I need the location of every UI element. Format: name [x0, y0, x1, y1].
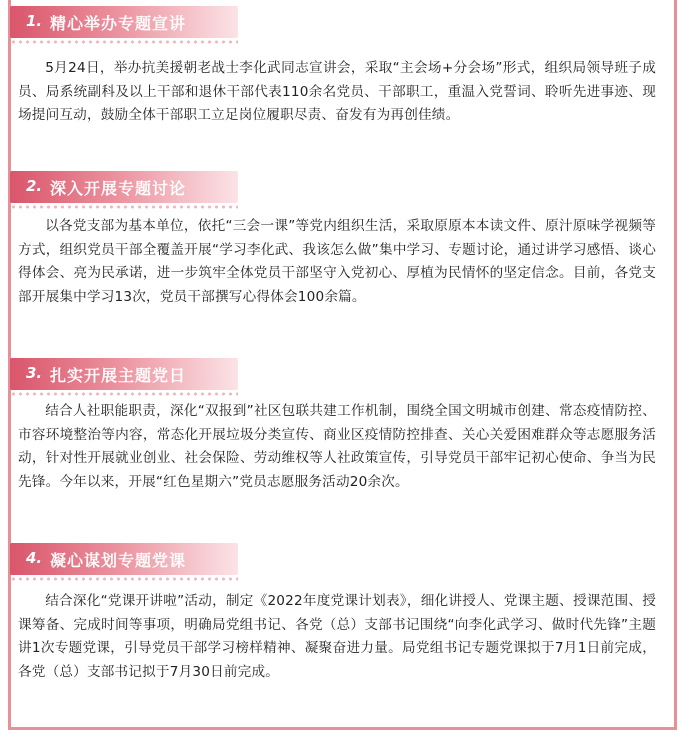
section-heading [10, 543, 238, 575]
section-title: 精心举办专题宣讲 [50, 14, 187, 33]
section-title: 深入开展专题讨论 [50, 179, 187, 198]
section-body: 以各党支部为基本单位，依托“三会一课”等党内组织生活，采取原原本本读文件、原汁原味学视频等方式，组织党员干部全覆盖开展“学习李化武、我该怎么做”集中学习、专题讨论，通过讲学习感悟、谈心得体会、亮为民承诺，进一步筑牢全体党员干部坚守入党初心、厚植为民情怀的坚定信念。目前，各党支部开展集中学习13次，党员干部撰写心得体会100余篇。 [18, 218, 656, 305]
heading-dots-decoration [10, 204, 238, 210]
section-body: 5月24日，举办抗美援朝老战士李化武同志宣讲会，采取“主会场+分会场”形式，组织局领导班子成员、局系统副科及以上干部和退休干部代表110余名党员、干部职工，重温入党誓词、聆听先进事迹、现场提问互动，鼓励全体干部职工立足岗位履职尽责、奋发有为再创佳绩。 [18, 60, 656, 124]
heading-dots-decoration [10, 391, 238, 397]
section-number: 4. [26, 549, 43, 567]
section-body: 结合人社职能职责，深化“双报到”社区包联共建工作机制，围绕全国文明城市创建、常态疫情防控、市容环境整治等内容，常态化开展垃圾分类宣传、商业区疫情防控排查、关心关爱困难群众等志愿服务活动，针对性开展就业创业、社会保险、劳动维权等人社政策宣传，引导党员干部牢记初心使命、争当为民先锋。今年以来，开展“红色星期六”党员志愿服务活动20余次。 [18, 403, 656, 490]
section-body: 结合深化“党课开讲啦”活动，制定《2022年度党课计划表》，细化讲授人、党课主题、授课范围、授课筹备、完成时间等事项，明确局党组书记、各党（总）支部书记围绕“向李化武学习、做时代先锋”主题讲1次专题党课，引导党员干部学习榜样精神、凝聚奋进力量。局党组书记专题党课拟于7月1日前完成，各党（总）支部书记拟于7月30日前完成。 [18, 593, 656, 680]
section-title: 扎实开展主题党日 [50, 366, 187, 385]
section-number: 1. [26, 12, 43, 30]
section-title: 凝心谋划专题党课 [50, 551, 187, 570]
section-heading [10, 171, 238, 203]
section-heading [10, 358, 238, 390]
heading-dots-decoration [10, 576, 238, 582]
heading-dots-decoration [10, 39, 238, 45]
section-heading [10, 6, 238, 38]
section-number: 3. [26, 364, 43, 382]
section-number: 2. [26, 177, 43, 195]
